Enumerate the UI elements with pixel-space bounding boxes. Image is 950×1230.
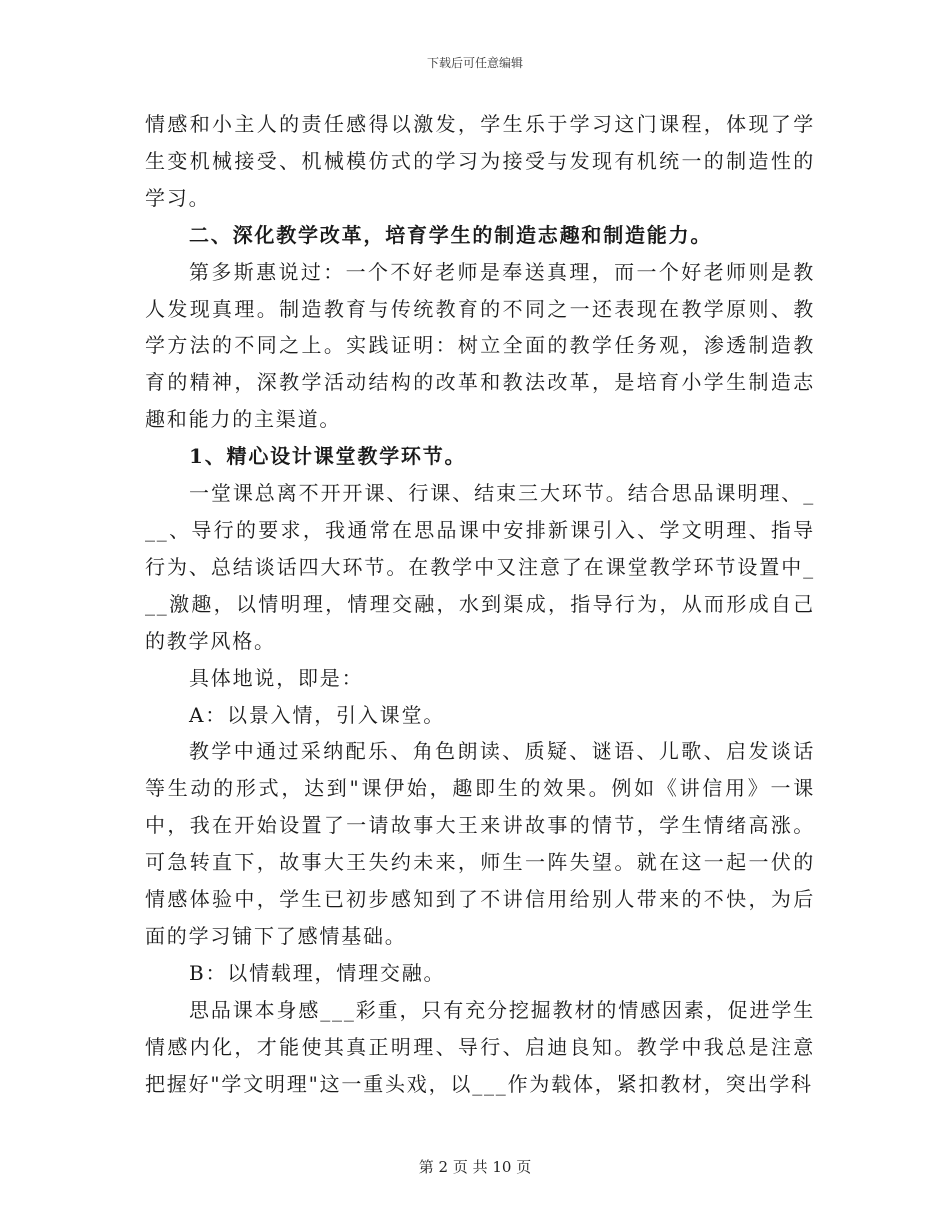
paragraph-continuation: 情感和小主人的责任感得以激发，学生乐于学习这门课程，体现了学生变机械接受、机械模仿式的学习为接受与发现有机统一的制造性的学习。	[145, 112, 815, 210]
paragraph-item-b: 思品课本身感___彩重，只有充分挖掘教材的情感因素，促进学生情感内化，才能使其真正明理、导行、启迪良知。教学中我总是注意把握好"学文明理"这一重头戏，以___作为载体，紧扣教材，突出学科	[145, 997, 815, 1096]
paragraph-lesson-stages: 一堂课总离不开开课、行课、结束三大环节。结合思品课明理、___、导行的要求，我通常在思品课中安排新课引入、学文明理、指导行为、总结谈话四大环节。在教学中又注意了在课堂教学环节设置中___激趣，以情明理，情理交融，水到渠成，指导行为，从而形成自己的教学风格。	[145, 481, 815, 653]
document-body	[145, 106, 815, 1102]
section-heading-2: 二、深化教学改革，培育学生的制造志趣和制造能力。	[189, 222, 713, 247]
item-a-heading: A：以景入情，引入课堂。	[189, 702, 446, 727]
subsection-heading-1: 1、精心设计课堂教学环节。	[189, 444, 467, 469]
paragraph-item-a: 教学中通过采纳配乐、角色朗读、质疑、谜语、儿歌、启发谈话等生动的形式，达到"课伊始，趣即生的效果。例如《讲信用》一课中，我在开始设置了一请故事大王来讲故事的情节，学生情绪高涨。可急转直下，故事大王失约未来，师生一阵失望。就在这一起一伏的情感体验中，学生已初步感知到了不讲信用给别人带来的不快，为后面的学习铺下了感情基础。	[145, 739, 815, 948]
item-b-heading: B：以情载理，情理交融。	[189, 960, 446, 985]
page-header-note: 下载后可任意编辑	[426, 56, 523, 70]
paragraph-diesterweg-quote: 第多斯惠说过：一个不好老师是奉送真理，而一个好老师则是教人发现真理。制造教育与传统教育的不同之一还表现在教学原则、教学方法的不同之上。实践证明：树立全面的教学任务观，渗透制造教育的精神，深教学活动结构的改革和教法改革，是培育小学生制造志趣和能力的主渠道。	[145, 259, 815, 432]
page-number: 第 2 页 共 10 页	[418, 1158, 532, 1176]
paragraph-specifically: 具体地说，即是：	[189, 665, 364, 690]
